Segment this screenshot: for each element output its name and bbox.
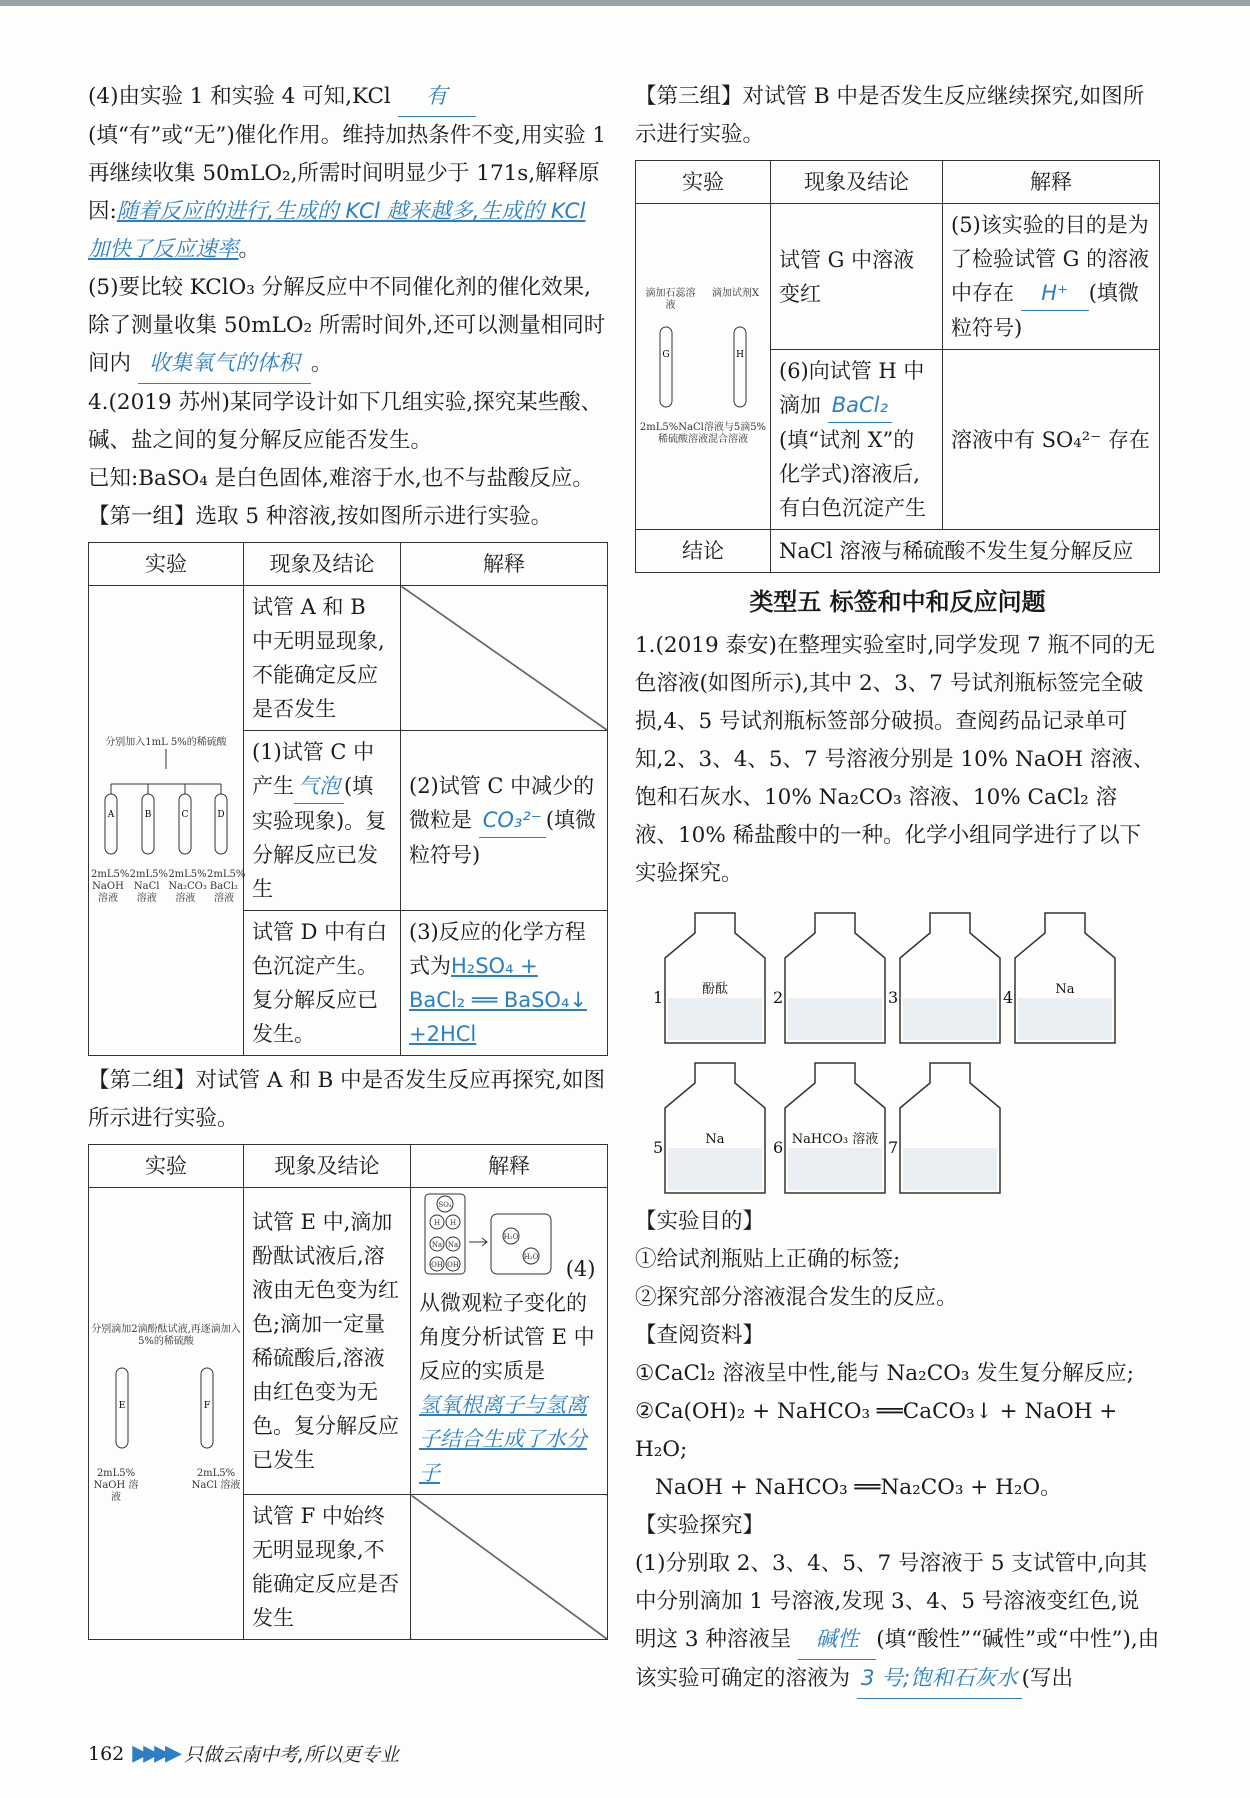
- col-explanation: 解释: [401, 543, 608, 586]
- tube-c-label: C: [181, 809, 189, 820]
- ion-label: SO₄: [438, 1201, 452, 1209]
- figure-caption: 分别滴加2滴酚酞试液,再逐滴加入5%的稀硫酸: [91, 1323, 241, 1347]
- test-tubes-figure: [91, 1348, 241, 1458]
- bottle-number: 7: [888, 1138, 899, 1157]
- group3-row1-phenomenon: 试管 G 中溶液变红: [771, 204, 943, 350]
- tube-a-label: A: [107, 809, 115, 820]
- group2-row1-phenomenon: 试管 E 中,滴加酚酞试液后,溶液由无色变为红色;滴加一定量稀硫酸后,溶液由红色变为无色。复分解反应已发生: [244, 1188, 411, 1495]
- group3-row2-explanation: 溶液中有 SO₄²⁻ 存在: [943, 350, 1160, 530]
- group1-title: 【第一组】选取 5 种溶液,按如图所示进行实验。: [88, 504, 553, 529]
- tube-label: 2mL5% BaCl₂ 溶液: [206, 868, 246, 904]
- tube-label: 2mL5% NaOH 溶液: [93, 1467, 139, 1503]
- col-explanation: 解释: [411, 1145, 608, 1188]
- section-title: 类型五 标签和中和反应问题: [749, 588, 1046, 616]
- ion-diagram: [419, 1192, 559, 1276]
- group2-title: 【第二组】对试管 A 和 B 中是否发生反应再探究,如图所示进行实验。: [88, 1068, 605, 1131]
- figure-caption: 分别加入1mL 5%的稀硫酸: [105, 736, 227, 748]
- group3-row1-explanation: (5)该实验的目的是为了检验试管 G 的溶液中存在 H⁺ (填微粒符号): [943, 204, 1160, 350]
- footer-slogan: 只做云南中考,所以更专业: [183, 1744, 399, 1766]
- bottle-liquid: [668, 998, 762, 1040]
- bottle-liquid: [788, 998, 882, 1040]
- bottle-label: Na: [1055, 982, 1075, 997]
- ref-3: NaOH + NaHCO₃ ══Na₂CO₃ + H₂O。: [655, 1475, 1062, 1500]
- group1-row3-explanation: (3)反应的化学方程式为H₂SO₄ + BaCl₂ ══ BaSO₄↓ +2HCl: [401, 911, 608, 1056]
- ion-label: H₂O: [503, 1233, 519, 1241]
- bottle-number: 4: [1003, 988, 1014, 1007]
- answer-blank: 有: [398, 78, 476, 117]
- ref-1: ①CaCl₂ 溶液呈中性,能与 Na₂CO₃ 发生复分解反应;: [635, 1361, 1135, 1386]
- group3-title: 【第三组】对试管 B 中是否发生反应继续探究,如图所示进行实验。: [635, 84, 1145, 147]
- bottle-liquid: [903, 1148, 997, 1190]
- col-experiment: 实验: [636, 161, 771, 204]
- q1-text: 1.(2019 泰安)在整理实验室时,同学发现 7 瓶不同的无色溶液(如图所示),其中 2、3、7 号试剂瓶标签完全破损,4、5 号试剂瓶标签部分破损。查阅药品记录单可知,2、3、4、5、7 号溶液分别是 10% NaOH 溶液、饱和石灰水、10% Na₂CO₃ 溶液、10% CaCl₂ 溶液、10% 稀盐酸中的一种。化学小组同学进行了以下实验探究。: [635, 633, 1156, 886]
- group1-row1-empty: [401, 586, 608, 731]
- answer-blank: 随着反应的进行,生成的 KCl 越来越多,生成的 KCl 加快了反应速率: [88, 199, 586, 262]
- bottle-number: 5: [653, 1138, 664, 1157]
- tube-h-label: H: [736, 349, 744, 360]
- group3-row2-phenomenon: (6)向试管 H 中滴加 BaCl₂(填“试剂 X”的化学式)溶液后,有白色沉淀产生: [771, 350, 943, 530]
- bottle-label: 酚酞: [701, 982, 729, 997]
- col-explanation: 解释: [943, 161, 1160, 204]
- exp-heading: 【实验探究】: [635, 1513, 765, 1538]
- bottle-label: Na: [705, 1132, 725, 1147]
- group3-figure: [636, 204, 771, 530]
- group2-table: [88, 1144, 608, 1640]
- bottle-number: 3: [888, 988, 899, 1007]
- bottles-svg: [635, 893, 1155, 1203]
- right-column: [635, 78, 1160, 1699]
- bottle-number: 6: [773, 1138, 784, 1157]
- tube-label: 2mL5% NaCl 溶液: [191, 1467, 241, 1491]
- bottle-liquid: [903, 998, 997, 1040]
- col-phenomenon: 现象及结论: [244, 1145, 411, 1188]
- exp-1: (1)分别取 2、3、4、5、7 号溶液于 5 支试管中,向其中分别滴加 1 号溶液,发现 3、4、5 号溶液变红色,说明这 3 种溶液呈 碱性 (填“酸性”“碱性”或“中性”),由该实验可确定的溶液为 3 号;饱和石灰水 (写出: [635, 1545, 1160, 1699]
- tube-label: 2mL5% NaCl 溶液: [129, 868, 169, 904]
- tube-g-label: G: [662, 349, 670, 360]
- arrow-icon: ▶▶▶▶: [132, 1741, 176, 1766]
- group1-row3-phenomenon: 试管 D 中有白色沉淀产生。复分解反应已发生。: [244, 911, 401, 1056]
- bottle-number: 1: [653, 988, 664, 1007]
- test-tubes-figure: [638, 312, 768, 412]
- q4-intro: 4.(2019 苏州)某同学设计如下几组实验,探究某些酸、碱、盐之间的复分解反应能否发生。: [88, 390, 603, 453]
- ion-label: H: [449, 1219, 457, 1227]
- bottle-number: 2: [773, 988, 784, 1007]
- ref-heading: 【查阅资料】: [635, 1323, 765, 1348]
- ion-label: H: [433, 1219, 441, 1227]
- figure-caption: 2mL5%NaCl溶液与5滴5%稀硫酸溶液混合溶液: [639, 421, 767, 445]
- tube-d-label: D: [217, 809, 225, 820]
- page-number: 162: [88, 1742, 125, 1765]
- figure-caption: 滴加试剂X: [711, 287, 760, 299]
- group2-row2-empty: [411, 1495, 608, 1640]
- aim-2: ②探究部分溶液混合发生的反应。: [635, 1285, 958, 1310]
- col-phenomenon: 现象及结论: [771, 161, 943, 204]
- bottle-liquid: [1018, 998, 1112, 1040]
- ion-label: Na: [431, 1241, 443, 1249]
- ion-label: OH: [431, 1261, 443, 1269]
- bottle-liquid: [788, 1148, 882, 1190]
- ion-label: H₂O: [523, 1253, 539, 1261]
- bottle-liquid: [668, 1148, 762, 1190]
- page-top-border: [0, 0, 1250, 6]
- group1-row2-explanation: (2)试管 C 中减少的微粒是 CO₃²⁻ (填微粒符号): [401, 731, 608, 911]
- col-experiment: 实验: [89, 1145, 244, 1188]
- tube-e-label: E: [118, 1400, 126, 1411]
- conclusion-label: 结论: [636, 530, 771, 573]
- left-column: [88, 78, 608, 1646]
- col-experiment: 实验: [89, 543, 244, 586]
- group1-table: [88, 542, 608, 1056]
- answer-blank: 收集氧气的体积: [138, 345, 311, 384]
- group2-row1-explanation: SO₄ H H Na Na OH OH H₂O H₂O (4)从微观粒子变化的角度分析试管 E 中反应的实质是 氢氧根离子与氢离子结合生成了水分子: [411, 1188, 608, 1495]
- group2-row2-phenomenon: 试管 F 中始终无明显现象,不能确定反应是否发生: [244, 1495, 411, 1640]
- aim-1: ①给试剂瓶贴上正确的标签;: [635, 1247, 901, 1272]
- page-footer: [88, 1740, 399, 1767]
- q4-known: 已知:BaSO₄ 是白色固体,难溶于水,也不与盐酸反应。: [88, 466, 594, 491]
- ion-label: Na: [447, 1241, 459, 1249]
- tube-b-label: B: [144, 809, 152, 820]
- ion-label: OH: [447, 1261, 459, 1269]
- figure-caption: 滴加石蕊溶液: [645, 287, 696, 311]
- group1-figure: [89, 586, 244, 1056]
- group3-table: [635, 160, 1160, 573]
- q3-part5: (5)要比较 KClO₃ 分解反应中不同催化剂的催化效果,除了测量收集 50mLO₂ 所需时间外,还可以测量相同时间内 收集氧气的体积 。: [88, 269, 608, 384]
- group1-row2-phenomenon: (1)试管 C 中产生 气泡 (填实验现象)。复分解反应已发生: [244, 731, 401, 911]
- bottle-label: NaHCO₃ 溶液: [791, 1132, 879, 1147]
- test-tubes-figure: [91, 749, 241, 859]
- ref-2: ②Ca(OH)₂ + NaHCO₃ ══CaCO₃↓ + NaOH + H₂O;: [635, 1399, 1118, 1462]
- group2-figure: [89, 1188, 244, 1640]
- q3-part4: (4)由实验 1 和实验 4 可知,KCl 有(填“有”或“无”)催化作用。维持加热条件不变,用实验 1 再继续收集 50mLO₂,所需时间明显少于 171s,解释原因:随着反应的进行,生成的 KCl 越来越多,生成的 KCl 加快了反应速率。: [88, 78, 608, 269]
- tube-f-label: F: [203, 1400, 211, 1411]
- aim-heading: 【实验目的】: [635, 1209, 765, 1234]
- answer-blank: 氢氧根离子与氢离子结合生成了水分子: [419, 1393, 587, 1485]
- col-phenomenon: 现象及结论: [244, 543, 401, 586]
- group1-row1-phenomenon: 试管 A 和 B 中无明显现象,不能确定反应是否发生: [244, 586, 401, 731]
- tube-label: 2mL5% NaOH 溶液: [91, 868, 130, 904]
- reagent-bottles-figure: [635, 893, 1160, 1203]
- tube-label: 2mL5% Na₂CO₃ 溶液: [168, 868, 207, 904]
- conclusion-text: NaCl 溶液与稀硫酸不发生复分解反应: [771, 530, 1160, 573]
